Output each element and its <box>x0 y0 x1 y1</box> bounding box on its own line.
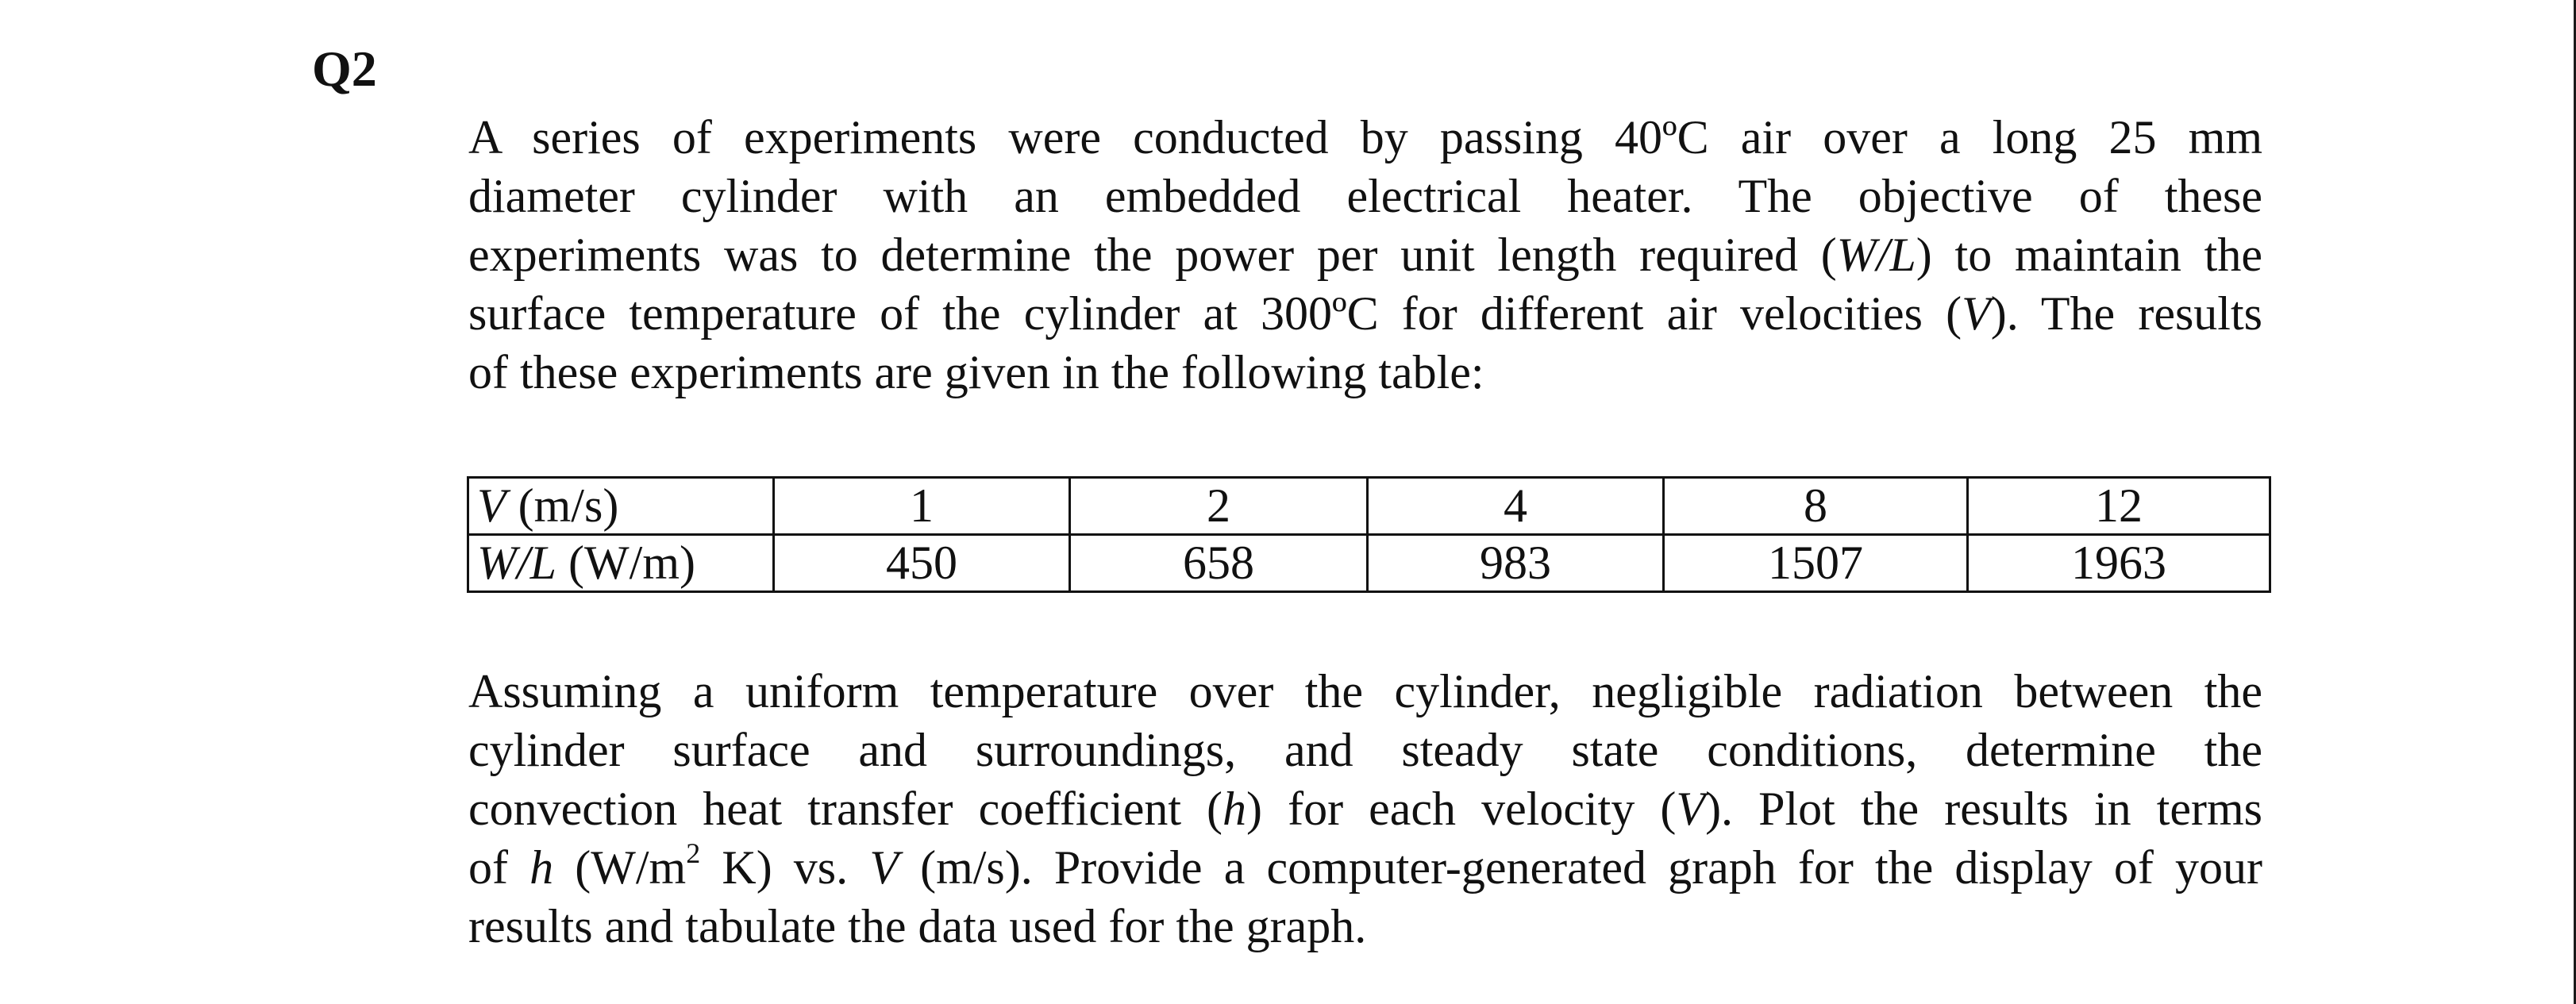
variable-v: V <box>477 479 506 532</box>
table-row-header <box>468 535 774 592</box>
table-cell: 1 <box>774 478 1070 535</box>
text-segment: ) for each velocity ( <box>1246 783 1677 835</box>
variable-h: h <box>529 841 554 894</box>
variable-wl: W/L <box>1836 229 1916 281</box>
variable-v: V <box>869 841 899 894</box>
paragraph-line <box>468 225 2262 284</box>
unit-label: (W/m) <box>556 537 695 589</box>
table-cell: 1963 <box>1968 535 2270 592</box>
table-cell: 4 <box>1368 478 1664 535</box>
table-cell: 1507 <box>1664 535 1968 592</box>
variable-h: h <box>1223 783 1247 835</box>
text-segment: ). Plot the results in terms <box>1705 783 2262 835</box>
paragraph-line: diameter cylinder with an embedded electrical heater. The objective of these <box>468 170 2262 222</box>
text-segment: K) vs. <box>700 841 870 894</box>
table-row-velocity <box>468 478 2270 535</box>
table-row-power <box>468 535 2270 592</box>
text-segment: convection heat transfer coefficient ( <box>468 783 1223 835</box>
table-cell: 8 <box>1664 478 1968 535</box>
question-label: Q2 <box>312 40 377 97</box>
paragraph-line <box>468 779 2262 838</box>
table-row-header <box>468 478 774 535</box>
table-cell: 658 <box>1070 535 1368 592</box>
unit-label: (m/s) <box>506 479 619 532</box>
table-cell: 12 <box>1968 478 2270 535</box>
variable-v: V <box>1962 287 1991 340</box>
text-segment: (m/s). Provide a computer-generated graph for the display of your <box>898 841 2262 894</box>
table-cell: 2 <box>1070 478 1368 535</box>
text-segment: of <box>468 841 530 894</box>
paragraph-line: cylinder surface and surroundings, and steady state conditions, determine the <box>468 724 2262 776</box>
paragraph-line <box>468 838 2262 897</box>
text-segment: ). The results <box>1990 287 2262 340</box>
paragraph-line: A series of experiments were conducted by passing 40ºC air over a long 25 mm <box>468 111 2262 163</box>
variable-wl: W/L <box>477 537 557 589</box>
paragraph-line: Assuming a uniform temperature over the cylinder, negligible radiation between the <box>468 665 2262 717</box>
text-segment: surface temperature of the cylinder at 300ºC for different air velocities ( <box>468 287 1962 340</box>
instructions-paragraph <box>468 662 2262 956</box>
paragraph-line: of these experiments are given in the following table: <box>468 346 1484 398</box>
text-segment: experiments was to determine the power per unit length required ( <box>468 229 1837 281</box>
table-cell: 450 <box>774 535 1070 592</box>
problem-statement-paragraph <box>468 108 2262 402</box>
table-cell: 983 <box>1368 535 1664 592</box>
text-segment: (W/m <box>553 841 687 894</box>
text-segment: ) to maintain the <box>1916 229 2262 281</box>
paragraph-line <box>468 284 2262 343</box>
variable-v: V <box>1676 783 1706 835</box>
superscript-exponent: 2 <box>686 837 701 869</box>
experiment-data-table <box>467 476 2271 593</box>
paragraph-line: results and tabulate the data used for the graph. <box>468 900 1367 952</box>
